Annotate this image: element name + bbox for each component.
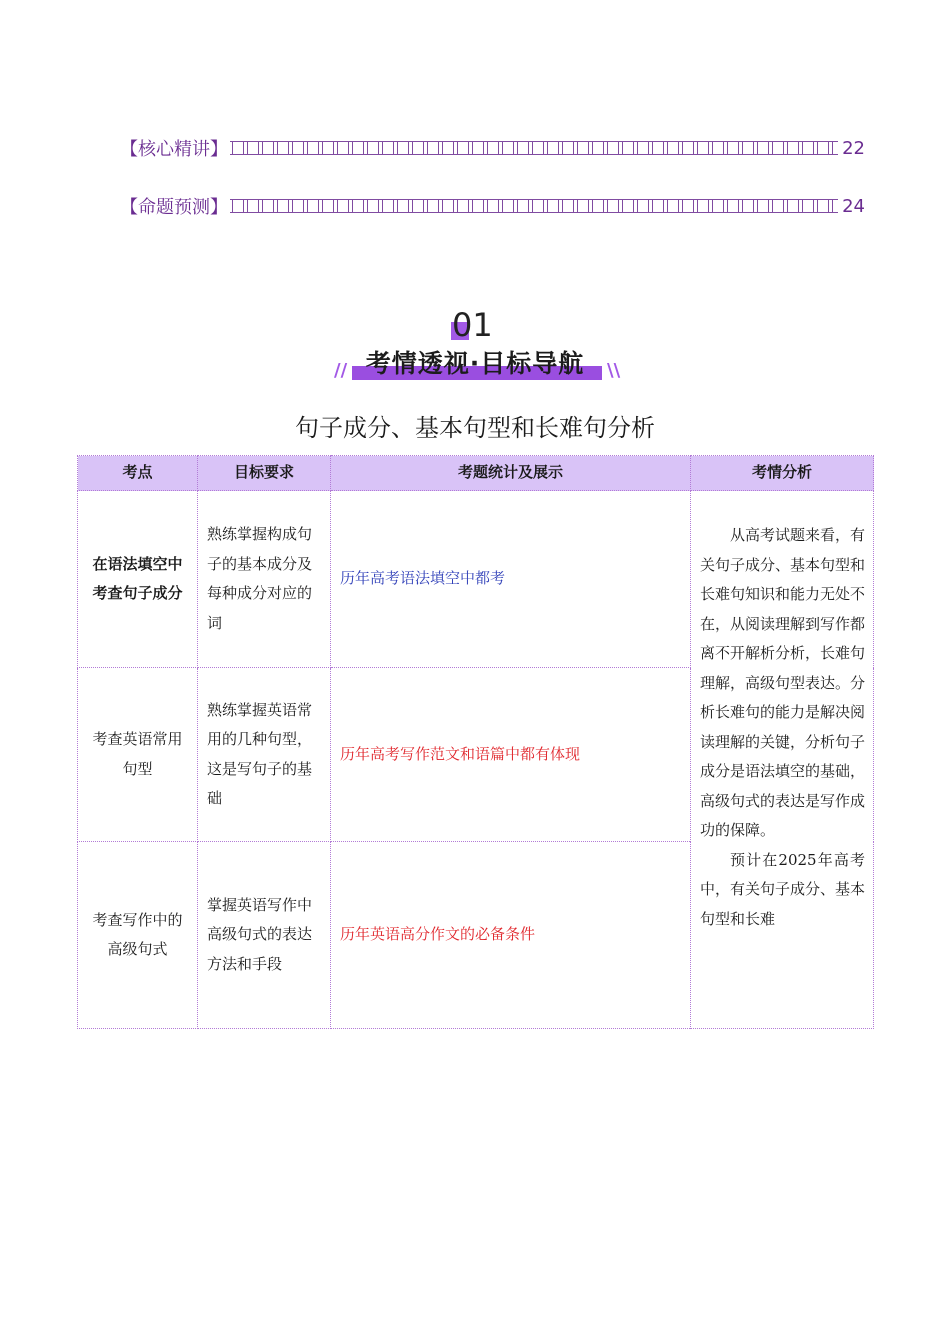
toc-page-number: 24 — [842, 195, 865, 217]
banner-slash-left: // — [334, 360, 348, 381]
section-number: 01 — [452, 306, 493, 344]
toc-entry-prediction[interactable] — [120, 194, 865, 218]
analysis-paragraph: 预计在2025年高考中，有关句子成分、基本句型和长难 — [700, 850, 866, 928]
row-point: 在语法填空中考查句子成分 — [78, 491, 198, 668]
header-goal: 目标要求 — [198, 456, 331, 491]
toc-leader — [230, 199, 838, 213]
banner-slash-right: \\ — [607, 360, 621, 381]
page-subtitle: 句子成分、基本句型和长难句分析 — [295, 414, 655, 442]
row-goal: 熟练掌握英语常用的几种句型，这是写句子的基础 — [198, 668, 331, 842]
exam-analysis-table — [77, 455, 874, 1029]
toc-page-number: 22 — [842, 137, 865, 159]
row-point: 考查英语常用句型 — [78, 668, 198, 842]
row-goal: 熟练掌握构成句子的基本成分及每种成分对应的词 — [198, 491, 331, 668]
analysis-paragraph: 从高考试题来看，有关句子成分、基本句型和长难句知识和能力无处不在，从阅读理解到写作都离不开解析分析，长难句理解，高级句型表达。分析长难句的能力是解决阅读理解的关键，分析句子成分是语法填空的基础，高级句式的表达是写作成功的保障。 — [700, 526, 866, 839]
toc-entry-core[interactable] — [120, 136, 865, 160]
table-header-row — [78, 456, 874, 491]
header-stat: 考题统计及展示 — [331, 456, 691, 491]
row-goal: 掌握英语写作中高级句式的表达方法和手段 — [198, 842, 331, 1029]
header-point: 考点 — [78, 456, 198, 491]
toc-leader — [230, 141, 838, 155]
analysis-cell — [691, 491, 874, 1029]
toc-label: 【命题预测】 — [120, 197, 228, 218]
header-analysis: 考情分析 — [691, 456, 874, 491]
row-stat: 历年高考语法填空中都考 — [331, 491, 691, 668]
toc-label: 【核心精讲】 — [120, 139, 228, 160]
row-stat: 历年高考写作范文和语篇中都有体现 — [331, 668, 691, 842]
table-row — [78, 491, 874, 668]
section-banner-title: 考情透视·目标导航 — [365, 349, 585, 378]
row-stat: 历年英语高分作文的必备条件 — [331, 842, 691, 1029]
row-point: 考查写作中的高级句式 — [78, 842, 198, 1029]
